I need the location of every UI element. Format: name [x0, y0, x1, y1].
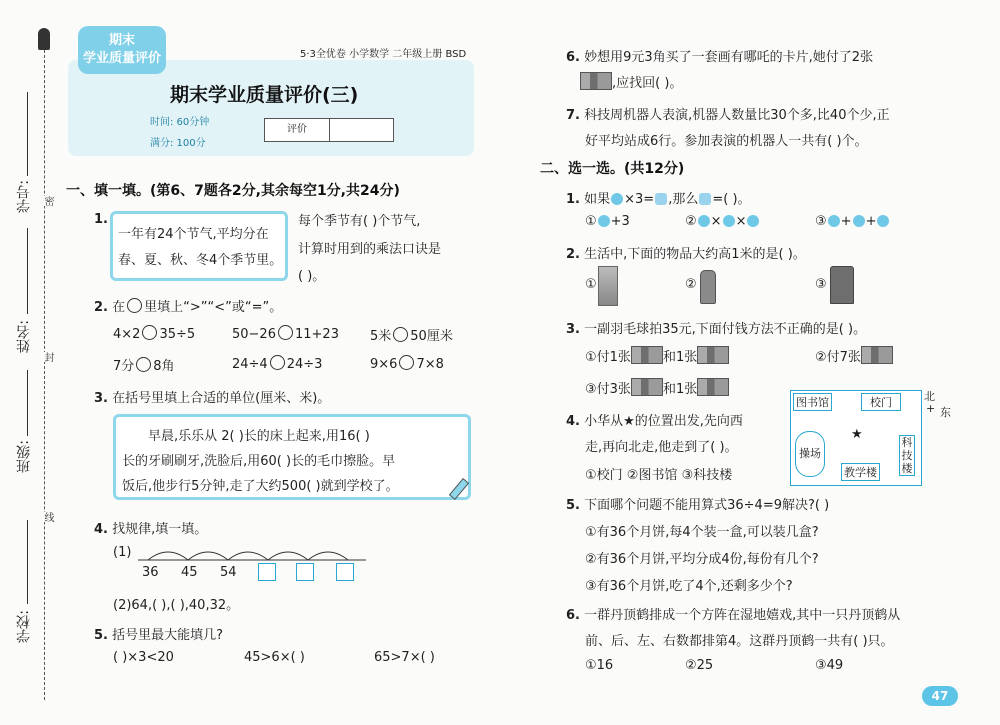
c6-number: 6.	[566, 608, 580, 623]
section-fill-in-title: 一、填一填。(第6、7题各2分,其余每空1分,共24分)	[66, 183, 400, 199]
q3-stem	[94, 387, 330, 406]
banknote-icon	[631, 378, 663, 396]
binding-fold-line	[44, 40, 45, 700]
q3-line2: 长的牙刷刷牙,洗脸后,用60( )长的毛巾擦脸。早	[122, 454, 396, 469]
gem-icon	[747, 215, 759, 227]
q2-row1-item3	[370, 325, 453, 344]
student-id-label: 学号:	[16, 180, 32, 213]
badge-line2: 学业质量评价	[82, 51, 161, 66]
q2-number: 2.	[94, 300, 108, 315]
q5-stem	[94, 624, 223, 643]
exam-title: 期末学业质量评价(三)	[170, 84, 359, 106]
q5-stem-text: 括号里最大能填几?	[112, 628, 224, 643]
opt-mark: ③	[815, 277, 827, 292]
q2-row2-item3	[370, 355, 444, 372]
opt-text: ③付3张	[585, 382, 631, 397]
gem-icon	[723, 215, 735, 227]
cut-mark-seal: 封	[42, 352, 53, 362]
q4-number: 4.	[94, 522, 108, 537]
full-score: 满分: 100分	[150, 138, 206, 149]
evaluation-label: 评价	[265, 119, 330, 141]
q6-line1	[566, 46, 873, 65]
rhs: 50厘米	[410, 329, 453, 344]
c5-number: 5.	[566, 498, 580, 513]
c2-stem-text: 生活中,下面的物品大约高1米的是( )。	[584, 247, 806, 262]
c3-option1[interactable]	[585, 346, 729, 365]
c2-number: 2.	[566, 247, 580, 262]
c4-line1	[566, 410, 743, 429]
school-label: 学校:	[16, 610, 32, 643]
c3-option3[interactable]	[585, 378, 729, 397]
book-series: 5·3全优卷 小学数学 二年级上册 BSD	[300, 49, 467, 60]
opt-mark: ①	[585, 214, 597, 229]
banknote-icon	[697, 346, 729, 364]
bulb-icon	[655, 193, 667, 205]
c6-text1: 一群丹顶鹤排成一个方阵在湿地嬉戏,其中一只丹顶鹤从	[584, 608, 901, 623]
map-gate: 校门	[861, 393, 901, 411]
student-name-blank[interactable]	[27, 228, 28, 314]
q4-stem-text: 找规律,填一填。	[112, 522, 208, 537]
c3-option2[interactable]	[815, 346, 893, 365]
star-icon: ★	[623, 414, 635, 429]
q1-number: 1.	[94, 212, 108, 227]
gem-icon	[853, 215, 865, 227]
lhs: 9×6	[370, 357, 398, 372]
c3-stem-text: 一副羽毛球拍35元,下面付钱方法不正确的是( )。	[584, 322, 867, 337]
c2-option2[interactable]	[685, 277, 697, 292]
rhs: 24÷3	[286, 357, 323, 372]
lhs: 7分	[113, 359, 135, 374]
c6-line1	[566, 604, 900, 623]
answer-circle[interactable]	[136, 357, 151, 372]
banknote-icon	[861, 346, 893, 364]
q7-number: 7.	[566, 108, 580, 123]
school-map	[790, 390, 922, 486]
q4-part2: (2)64,( ),( ),40,32。	[113, 598, 240, 613]
exam-badge	[78, 26, 166, 74]
q4-num-c: 54	[220, 565, 237, 580]
c1-option1[interactable]	[585, 214, 630, 229]
c3-stem	[566, 318, 866, 337]
answer-circle[interactable]	[142, 325, 157, 340]
q1-line1: 每个季节有( )个节气,	[298, 214, 421, 229]
c6-option2[interactable]: ②25	[685, 658, 714, 673]
c4-options[interactable]: ①校门 ②图书馆 ③科技楼	[585, 468, 733, 483]
c6-option1[interactable]: ①16	[585, 658, 614, 673]
gem-icon	[877, 215, 889, 227]
student-id-blank[interactable]	[27, 92, 28, 176]
answer-circle[interactable]	[278, 325, 293, 340]
c3-number: 3.	[566, 322, 580, 337]
opt-text: +3	[610, 214, 630, 229]
q2-row1-item2	[232, 325, 339, 342]
page-number: 47	[922, 686, 958, 706]
q3-line3: 饭后,他步行5分钟,走了大约500( )就到学校了。	[122, 479, 399, 494]
q2-stem	[94, 296, 282, 315]
q4-part1-label: (1)	[113, 545, 132, 560]
answer-box[interactable]	[258, 563, 276, 581]
q7-line2: 好平均站成6行。参加表演的机器人一共有( )个。	[585, 134, 868, 149]
c4-t2: 的位置出发,先向西	[634, 414, 743, 429]
q2-row1-item1	[113, 325, 195, 342]
rhs: 8角	[153, 359, 175, 374]
answer-circle[interactable]	[270, 355, 285, 370]
q2-row2-item1	[113, 355, 175, 374]
rocket-icon	[38, 28, 50, 50]
gem-icon	[698, 215, 710, 227]
answer-box[interactable]	[296, 563, 314, 581]
q7-line1	[566, 104, 890, 123]
opt-text: ①付1张	[585, 350, 631, 365]
cut-mark-line: 线	[42, 512, 53, 522]
q1-answer-blank[interactable]: ( )。	[298, 269, 326, 284]
opt-mark: ①	[585, 277, 597, 292]
c1-s4: =( )。	[712, 192, 751, 207]
opt-mark: ③	[815, 214, 827, 229]
c5-stem	[566, 494, 829, 513]
c2-option1[interactable]	[585, 277, 597, 292]
q4-num-b: 45	[181, 565, 198, 580]
lhs: 50−26	[232, 327, 276, 342]
cut-mark-seal: 密	[42, 196, 53, 206]
q2-stem-a: 在	[112, 300, 126, 315]
c2-stem	[566, 243, 806, 262]
q1-box-line2: 春、夏、秋、冬4个季节里。	[118, 253, 283, 268]
number-line-jumps	[138, 540, 368, 566]
gem-icon	[598, 215, 610, 227]
map-library: 图书馆	[793, 393, 832, 411]
c1-stem	[566, 188, 751, 207]
evaluation-box[interactable]	[264, 118, 394, 142]
c1-s2: ×3=	[624, 192, 655, 207]
c5-option1[interactable]: ①有36个月饼,每4个装一盒,可以装几盒?	[585, 525, 819, 540]
c6-line2: 前、后、左、右数都排第4。这群丹顶鹤一共有( )只。	[585, 634, 894, 649]
rhs: 7×8	[416, 357, 444, 372]
section-choice-title: 二、选一选。(共12分)	[540, 161, 685, 177]
q6-text1: 妙想用9元3角买了一套画有哪吒的卡片,她付了2张	[584, 50, 874, 65]
bulb-icon	[699, 193, 711, 205]
answer-circle[interactable]	[399, 355, 414, 370]
q2-stem-b: 里填上“>”“<”或“=”。	[144, 300, 283, 315]
lhs: 4×2	[113, 327, 141, 342]
q4-num-a: 36	[142, 565, 159, 580]
c1-option3[interactable]: ③ + +	[815, 214, 890, 229]
q5-number: 5.	[94, 628, 108, 643]
gem-icon	[611, 193, 623, 205]
rhs: 35÷5	[159, 327, 196, 342]
opt-text: ②付7张	[815, 350, 861, 365]
refrigerator-icon	[598, 266, 618, 306]
map-tech: 科技楼	[899, 435, 915, 476]
map-teaching: 教学楼	[841, 463, 880, 481]
c5-stem-text: 下面哪个问题不能用算式36÷4=9解决?( )	[584, 498, 830, 513]
answer-box[interactable]	[336, 563, 354, 581]
q5-item-c[interactable]: 65>7×( )	[374, 650, 435, 665]
q6-line2	[580, 72, 682, 91]
rhs: 11+23	[294, 327, 339, 342]
student-name-label: 姓名:	[16, 320, 32, 353]
compass-icon: +	[926, 402, 936, 415]
class-label: 班级:	[16, 440, 32, 473]
q3-number: 3.	[94, 391, 108, 406]
q6-text2: ,应找回( )。	[612, 76, 683, 91]
class-blank[interactable]	[27, 370, 28, 436]
answer-circle[interactable]	[393, 327, 408, 342]
trash-bin-icon	[830, 266, 854, 304]
compass-east: 东	[940, 406, 951, 419]
lhs: 24÷4	[232, 357, 268, 372]
compare-circle-icon	[127, 298, 142, 313]
school-blank[interactable]	[27, 520, 28, 604]
q5-item-b[interactable]: 45>6×( )	[244, 650, 305, 665]
q1-info-box	[110, 211, 288, 281]
banknote-icon	[631, 346, 663, 364]
q3-stem-text: 在括号里填上合适的单位(厘米、米)。	[112, 391, 331, 406]
map-field: 操场	[795, 431, 825, 477]
banknote-icon	[580, 72, 612, 90]
q1-line2: 计算时用到的乘法口诀是	[298, 242, 442, 257]
q2-row2-item2	[232, 355, 322, 372]
c5-option3[interactable]: ③有36个月饼,吃了4个,还剩多少个?	[585, 579, 793, 594]
c6-option3[interactable]: ③49	[815, 658, 844, 673]
q7-text1: 科技周机器人表演,机器人数量比30个多,比40个少,正	[584, 108, 890, 123]
thermos-icon	[700, 270, 716, 304]
gem-icon	[828, 215, 840, 227]
badge-line1: 期末	[108, 33, 135, 48]
opt-text: 和1张	[662, 350, 698, 365]
banknote-icon	[697, 378, 729, 396]
compass-north: 北	[924, 390, 935, 403]
time-limit: 时间: 60分钟	[150, 117, 210, 128]
lhs: 5米	[370, 329, 392, 344]
c4-t1: 小华从	[584, 414, 624, 429]
q6-number: 6.	[566, 50, 580, 65]
opt-text: 和1张	[662, 382, 698, 397]
c1-s1: 如果	[584, 192, 611, 207]
c1-s3: ,那么	[668, 192, 699, 207]
c1-option2[interactable]: ② × ×	[685, 214, 760, 229]
c4-line2: 走,再向北走,他走到了( )。	[585, 440, 738, 455]
q4-stem	[94, 518, 207, 537]
c1-number: 1.	[566, 192, 580, 207]
opt-mark: ②	[685, 277, 697, 292]
map-star-icon: ★	[851, 427, 863, 442]
c4-number: 4.	[566, 414, 580, 429]
opt-mark: ②	[685, 214, 697, 229]
c2-option3[interactable]	[815, 277, 827, 292]
q3-line1: 早晨,乐乐从 2( )长的床上起来,用16( )	[148, 429, 370, 444]
q1-box-line1: 一年有24个节气,平均分在	[118, 227, 269, 242]
c5-option2[interactable]: ②有36个月饼,平均分成4份,每份有几个?	[585, 552, 819, 567]
q5-item-a[interactable]: ( )×3<20	[113, 650, 174, 665]
